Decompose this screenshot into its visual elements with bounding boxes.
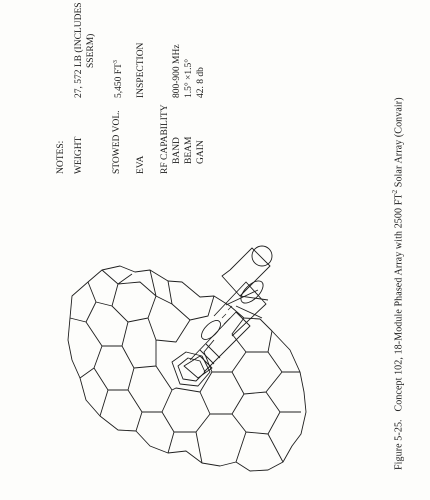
weight-value: 27, 572 LB (INCLUDES: [74, 2, 84, 98]
caption-suffix: Solar Array (Convair): [393, 97, 405, 190]
band-label: BAND: [172, 137, 182, 164]
gain-label: GAIN: [196, 140, 206, 164]
caption-exponent: 2: [391, 189, 399, 194]
band-value: 800-900 MHz: [172, 44, 182, 98]
gain-value: 42. 8 db: [196, 67, 206, 98]
figure-caption: [391, 97, 404, 470]
eva-value: INSPECTION: [136, 42, 146, 98]
stowed-vol-value: 5,450 $FT^3$: [113, 60, 125, 98]
notes-block: [57, 0, 227, 186]
weight-label: WEIGHT: [74, 136, 84, 174]
notes-heading: NOTES:: [56, 140, 66, 174]
rf-capability-label: RF CAPABILITY: [160, 104, 170, 174]
caption-figure-number: Figure 5-25.: [393, 419, 405, 470]
weight-value-cont: SSERM): [86, 33, 96, 68]
spacecraft-body: [184, 246, 272, 378]
beam-label: BEAM: [184, 136, 194, 164]
caption-text: Concept 102, 18-Module Phased Array with 2500 FT: [393, 193, 405, 412]
hex-cells: [70, 270, 301, 463]
central-base-hex: [172, 352, 210, 386]
eva-label: EVA: [136, 155, 146, 174]
beam-value: 1.5° ×1.5°: [184, 58, 194, 98]
stowed-vol-label: STOWED VOL.: [112, 110, 122, 174]
